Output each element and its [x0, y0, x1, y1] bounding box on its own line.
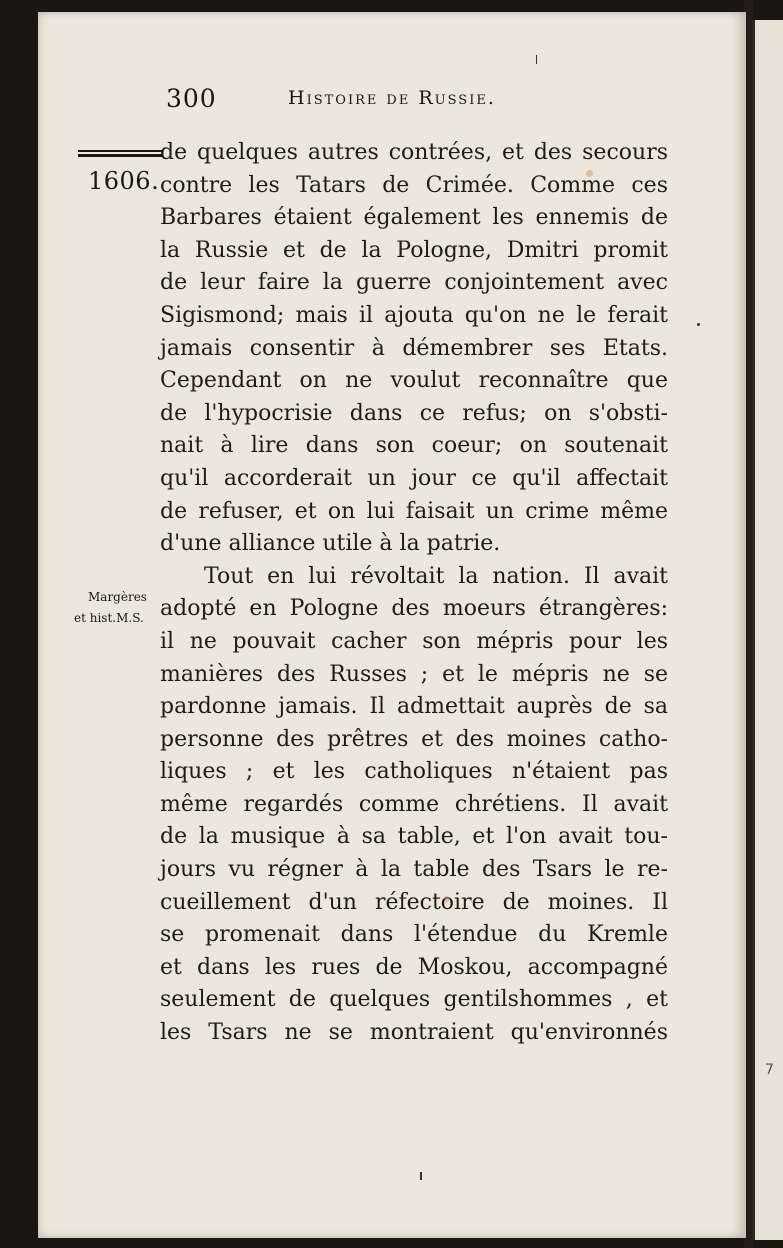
paper-speck: [536, 55, 537, 64]
body-text: [160, 137, 668, 1050]
text-line: et dans les rues de Moskou, accompagné: [160, 954, 668, 980]
text-line: qu'il accorderait un jour ce qu'il affectait: [160, 465, 668, 491]
text-line-paragraph-start: Tout en lui révoltait la nation. Il avait: [204, 563, 668, 589]
text-line: liques ; et les catholiques n'étaient pas: [160, 759, 668, 785]
text-line: Barbares étaient également les ennemis de: [160, 205, 668, 231]
text-line: adopté en Pologne des moeurs étrangères:: [160, 596, 668, 622]
text-line: la Russie et de la Pologne, Dmitri promit: [160, 237, 668, 263]
text-line: cueillement d'un réfectoire de moines. Il: [160, 889, 668, 915]
text-line: seulement de quelques gentilshommes , et: [160, 987, 668, 1013]
text-line-paragraph-end: d'une alliance utile à la patrie.: [160, 531, 501, 557]
rule-line-thick: [78, 154, 162, 157]
paper-stain: [586, 170, 593, 177]
text-line: de leur faire la guerre conjointement avec: [160, 270, 668, 296]
text-line: de l'hypocrisie dans ce refus; on s'obsti-: [160, 400, 668, 426]
text-line: personne des prêtres et des moines catho-: [160, 726, 668, 752]
text-line: jamais consentir à démembrer ses Etats.: [160, 335, 668, 361]
text-line: de quelques autres contrées, et des secours: [160, 140, 668, 165]
edge-mark: 7: [765, 1062, 774, 1078]
text-line: de la musique à sa table, et l'on avait tou-: [160, 824, 668, 850]
text-line: les Tsars ne se montraient qu'environnés: [160, 1020, 668, 1046]
text-line: nait à lire dans son coeur; on soutenait: [160, 433, 668, 459]
text-line: se promenait dans l'étendue du Kremle: [160, 922, 668, 948]
margin-note-source-cont: et hist.M.S.: [74, 611, 144, 625]
page-number: 300: [166, 84, 217, 113]
page-header: [166, 84, 566, 124]
margin-note-source: Margères: [88, 590, 147, 604]
text-line: pardonne jamais. Il admettait auprès de sa: [160, 694, 668, 720]
text-line: contre les Tatars de Crimée. Comme ces: [160, 172, 668, 198]
facing-page-edge: [752, 20, 783, 1240]
paper-speck: [420, 1172, 422, 1180]
text-line: même regardés comme chrétiens. Il avait: [160, 791, 668, 817]
text-line: Cependant on ne voulut reconnaître que: [160, 368, 668, 394]
margin-year: 1606.: [88, 167, 160, 195]
text-line: de refuser, et on lui faisait un crime même: [160, 498, 668, 524]
text-line: il ne pouvait cacher son mépris pour les: [160, 628, 668, 654]
paper-speck: [697, 323, 700, 326]
text-line: jours vu régner à la table des Tsars le re-: [160, 857, 668, 883]
paper-stain: [444, 896, 450, 902]
rule-line-thin: [78, 150, 162, 152]
text-line: Sigismond; mais il ajouta qu'on ne le ferait: [160, 302, 668, 328]
margin-double-rule: [78, 150, 162, 159]
running-title: Histoire de Russie.: [288, 87, 496, 109]
text-line: manières des Russes ; et le mépris ne se: [160, 661, 668, 687]
